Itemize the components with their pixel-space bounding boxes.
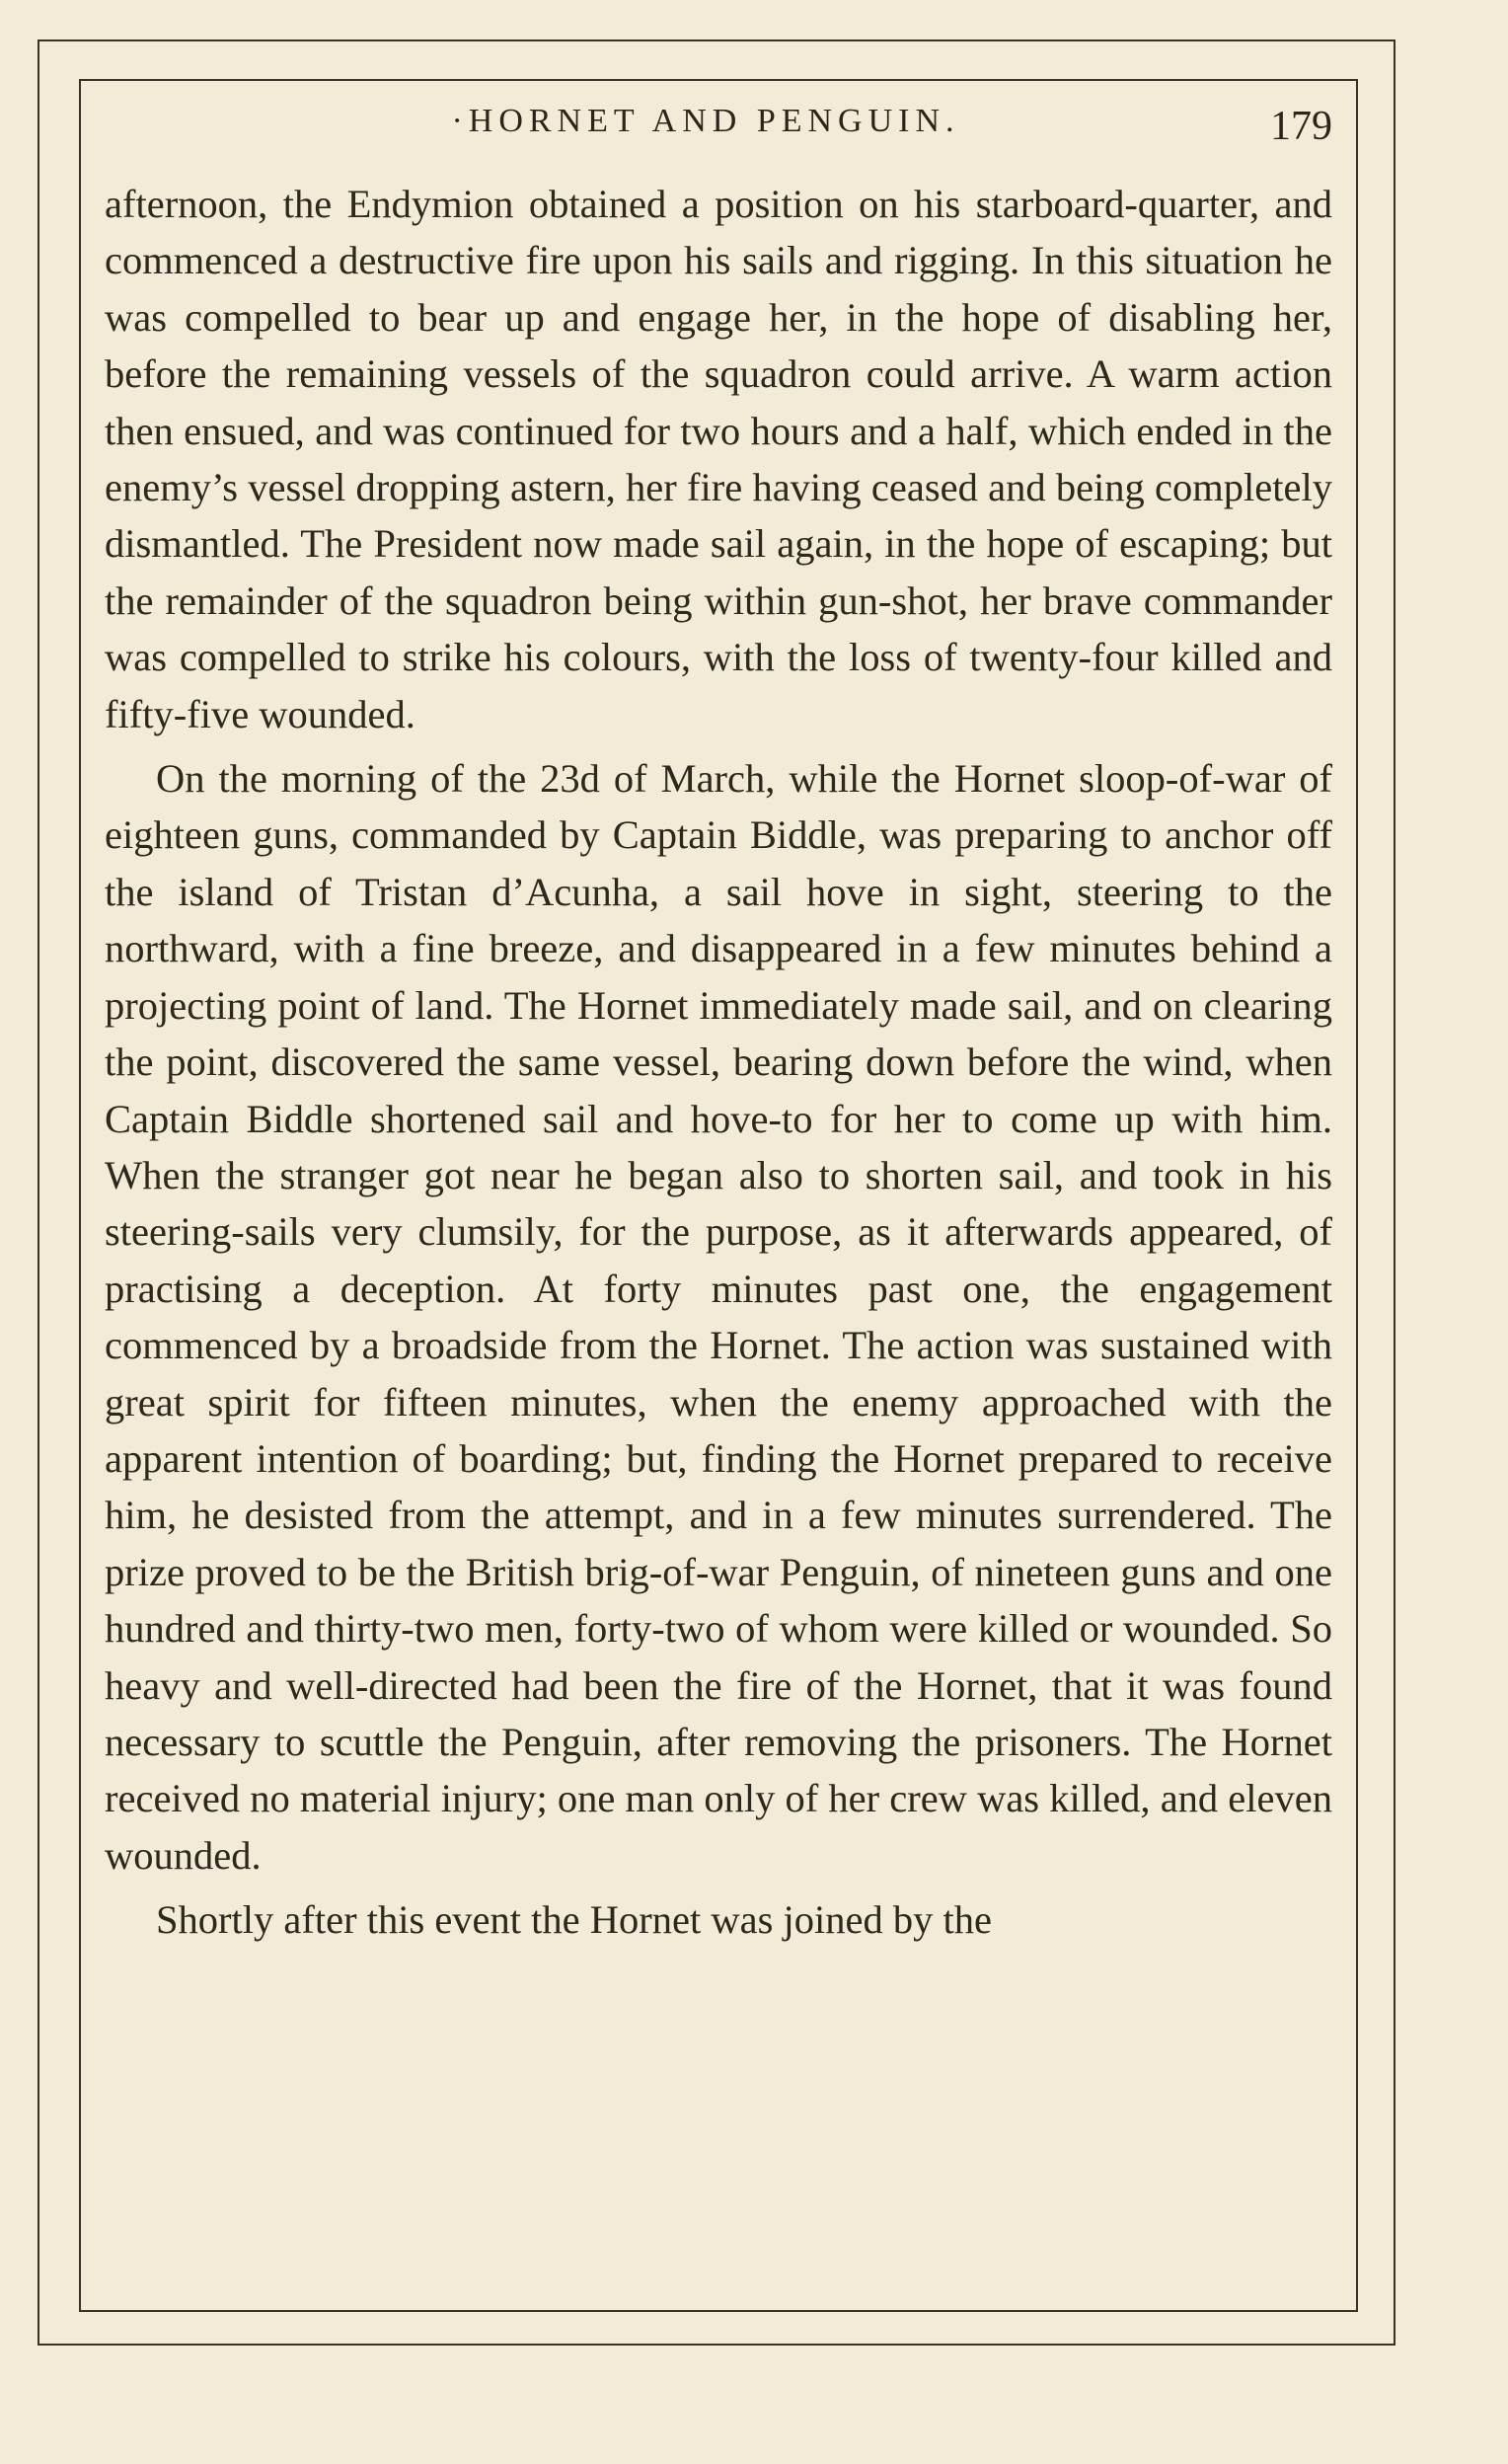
page-number: 179 [1270,104,1332,149]
paragraph-3: Shortly after this event the Hornet was joined by the [156,1897,992,1943]
paragraph-1: afternoon, the Endymion obtained a position on his starboard-quarter, and commenced a destructive fire upon his sails and rigging. In this situation he was compelled to bear up and engage her, in the hope of disabling her, before the remaining vessels of the squadron could arrive. A warm action then ensued, and was continued for two hours and a half, which ended in the enemy’s vessel dropping astern, her fire having ceased and being completely dismantled. The President now made sail again, in the hope of escaping; but the remainder of the squadron being within gun-shot, her brave commander was compelled to strike his colours, with the loss of twenty-four killed and fifty-five wounded. [105,182,1332,736]
paragraph-2: On the morning of the 23d of March, while the Hornet sloop-of-war of eighteen guns, commanded by Captain Biddle, was preparing to anchor off the island of Tristan d’Acunha, a sail hove in sight, steering to the northward, with a fine breeze, and disappeared in a few minutes behind a projecting point of land. The Hornet immediately made sail, and on clearing the point, discovered the same vessel, bearing down before the wind, when Captain Biddle shortened sail and hove-to for her to come up with him. When the stranger got near he began also to shorten sail, and took in his steering-sails very clumsily, for the purpose, as it afterwards appeared, of practising a deception. At forty minutes past one, the engagement commenced by a broadside from the Hornet. The action was sustained with great spirit for fifteen minutes, when the enemy approached with the apparent intention of boarding; but, finding the Hornet prepared to receive him, he desisted from the attempt, and in a few minutes surrendered. The prize proved to be the British brig-of-war Penguin, of nineteen guns and one hundred and thirty-two men, forty-two of whom were killed or wounded. So heavy and well-directed had been the fire of the Hornet, that it was found necessary to scuttle the Penguin, after removing the prisoners. The Hornet received no material injury; one man only of her crew was killed, and eleven wounded. [105,756,1332,1878]
text-body [105,176,1332,1949]
running-title: ·HORNET AND PENGUIN. [451,103,960,139]
running-head [79,103,1332,152]
